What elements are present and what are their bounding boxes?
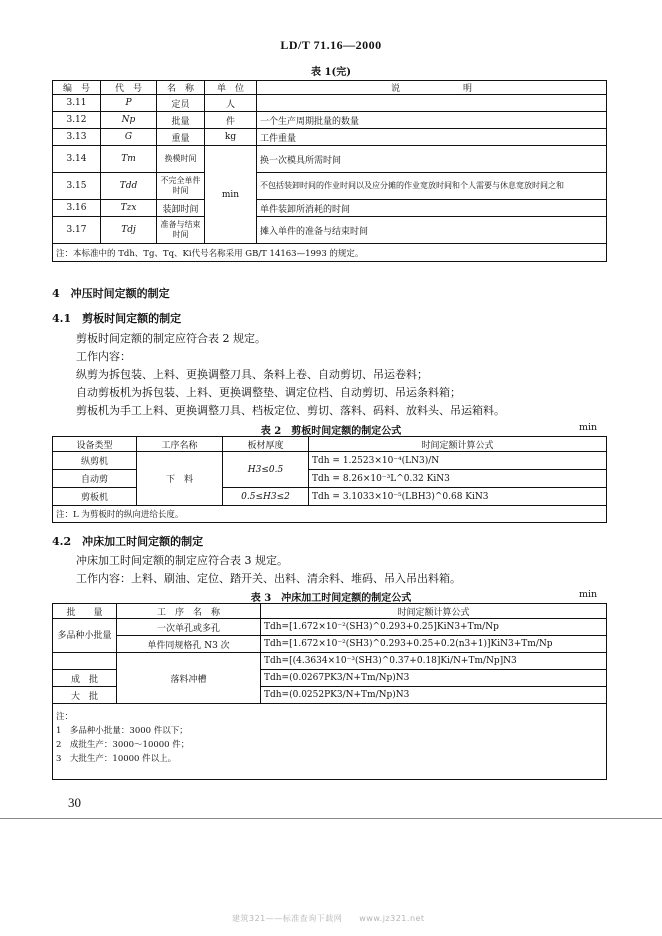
paragraph-line: 工作内容：上料、刷油、定位、踏开关、出料、清余料、堆码、吊入吊出料箱。	[76, 572, 461, 585]
table2-header: 设备类型	[53, 437, 137, 452]
row-code: P	[101, 95, 157, 112]
batch-size: 多品种小批量	[53, 619, 117, 653]
table-row	[53, 112, 607, 129]
row-code: Tdd	[101, 173, 157, 200]
table2-header: 工序名称	[137, 437, 223, 452]
table1-header: 代 号	[101, 81, 157, 95]
table1-caption: 表 1(完)	[311, 67, 351, 78]
formula: Tdh=(0.0267PK3/N+Tm/Np)N3	[261, 670, 607, 687]
table-row	[53, 95, 607, 112]
paragraph-line: 剪板机为手工上料、更换调整刀具、档板定位、剪切、落料、码料、放料头、吊运箱料。	[76, 404, 505, 417]
table3-unit: min	[579, 589, 598, 600]
paragraph-line: 自动剪板机为拆包装、上料、更换调整垫、调定位档、自动剪切、吊运条料箱；	[76, 386, 461, 399]
row-number: 3.15	[53, 173, 101, 200]
row-unit: min	[205, 146, 257, 244]
table1-note-row	[53, 244, 607, 262]
row-name: 装卸时间	[157, 200, 205, 217]
table3-note-line: 1 多品种小批量：3000 件以下；	[56, 726, 188, 736]
process-name: 落料冲槽	[117, 653, 261, 704]
table1	[52, 80, 607, 262]
row-name: 换模时间	[157, 146, 205, 173]
row-number: 3.14	[53, 146, 101, 173]
table-row	[53, 146, 607, 173]
equipment-type: 纵剪机	[53, 452, 137, 470]
row-description: 一个生产周期批量的数量	[257, 112, 607, 129]
table3-header: 时间定额计算公式	[261, 604, 607, 619]
table-row	[53, 636, 607, 653]
formula: Tdh = 8.26×10⁻³L^0.32 KiN3	[309, 470, 607, 488]
row-name: 重量	[157, 129, 205, 146]
row-name: 定员	[157, 95, 205, 112]
row-number: 3.16	[53, 200, 101, 217]
table3-note-line: 注：	[56, 712, 74, 722]
equipment-type: 剪板机	[53, 488, 137, 506]
formula: Tdh=[(4.3634×10⁻³(SH3)^0.37+0.18]Ki/N+Tm/Np]N3	[261, 653, 607, 670]
table2-note-row	[53, 506, 607, 523]
table-row	[53, 173, 607, 200]
table3-note-line: 2 成批生产：3000～10000 件；	[56, 740, 190, 750]
paragraph-line: 纵剪为拆包装、上料、更换调整刀具、条料上卷、自动剪切、吊运卷料；	[76, 368, 428, 381]
thickness-range: 0.5≤H3≤2	[223, 488, 309, 506]
paragraph-line: 剪板时间定额的制定应符合表 2 规定。	[76, 332, 266, 345]
row-description: 换一次模具所需时间	[257, 146, 607, 173]
process-name: 下 料	[137, 452, 223, 506]
batch-size: 成 批	[53, 670, 117, 687]
row-code: G	[101, 129, 157, 146]
table3-header: 工 序 名 称	[117, 604, 261, 619]
section-title: 4 冲压时间定额的制定	[52, 287, 170, 300]
watermark: 建筑321——标准查询下载网 www.jz321.net	[232, 914, 425, 923]
table2-caption: 表 2 剪板时间定额的制定公式	[260, 426, 402, 437]
table-row	[53, 129, 607, 146]
table3-note-line: 3 大批生产：10000 件以上。	[56, 754, 177, 764]
table1-note: 注：本标准中的 Tdh、Tg、Tq、Ki代号名称采用 GB/T 14163—1993 的规定。	[53, 244, 607, 262]
table2	[52, 436, 607, 523]
subsection-title: 4.1 剪板时间定额的制定	[52, 312, 182, 325]
table3-notes	[53, 704, 607, 780]
subsection-title: 4.2 冲床加工时间定额的制定	[52, 535, 204, 548]
row-description: 摊入单件的准备与结束时间	[257, 217, 607, 244]
formula: Tdh=[1.672×10⁻²(SH3)^0.293+0.25+0.2(n3+1)]KiN3+Tm/Np	[261, 636, 607, 653]
table-row	[53, 488, 607, 506]
table3-header-row	[53, 604, 607, 619]
table1-header-row	[53, 81, 607, 95]
table2-note: 注：L 为剪板时的纵向进给长度。	[53, 506, 607, 523]
table2-unit: min	[579, 422, 598, 433]
table3-caption: 表 3 冲床加工时间定额的制定公式	[250, 593, 412, 604]
table-row	[53, 619, 607, 636]
row-unit: 人	[205, 95, 257, 112]
process-name: 单件同规格孔 N3 次	[117, 636, 261, 653]
table2-header: 时间定额计算公式	[309, 437, 607, 452]
batch-size: 大 批	[53, 687, 117, 704]
formula: Tdh = 3.1033×10⁻⁵(LBH3)^0.68 KiN3	[309, 488, 607, 506]
table-row	[53, 200, 607, 217]
table-row	[53, 470, 607, 488]
row-description: 不包括装卸时间的作业时间以及应分摊的作业宽放时间和个人需要与休息宽放时间之和	[257, 173, 607, 200]
table1-header: 编 号	[53, 81, 101, 95]
row-name: 不完全单件时间	[157, 173, 205, 200]
row-unit: kg	[205, 129, 257, 146]
table1-header: 单 位	[205, 81, 257, 95]
table1-header: 名 称	[157, 81, 205, 95]
table2-header-row	[53, 437, 607, 452]
page-bottom-divider	[0, 818, 662, 819]
paragraph-line: 冲床加工时间定额的制定应符合表 3 规定。	[76, 554, 288, 567]
table-row	[53, 653, 607, 670]
table2-header: 板材厚度	[223, 437, 309, 452]
row-description: 单件装卸所消耗的时间	[257, 200, 607, 217]
paragraph-line: 工作内容：	[76, 350, 131, 363]
batch-size-blank	[53, 653, 117, 670]
table3	[52, 603, 607, 780]
table1-header: 说 明	[257, 81, 607, 95]
row-number: 3.11	[53, 95, 101, 112]
formula: Tdh=(0.0252PK3/N+Tm/Np)N3	[261, 687, 607, 704]
row-code: Tm	[101, 146, 157, 173]
table-row	[53, 217, 607, 244]
row-unit: 件	[205, 112, 257, 129]
page-number: 30	[68, 795, 81, 810]
row-number: 3.17	[53, 217, 101, 244]
row-code: Tdj	[101, 217, 157, 244]
formula: Tdh = 1.2523×10⁻⁴(LN3)/N	[309, 452, 607, 470]
row-code: Np	[101, 112, 157, 129]
row-name: 批量	[157, 112, 205, 129]
row-code: Tzx	[101, 200, 157, 217]
document-id: LD/T 71.16—2000	[280, 38, 382, 52]
row-name: 准备与结束时间	[157, 217, 205, 244]
row-description	[257, 95, 607, 112]
row-description: 工件重量	[257, 129, 607, 146]
table3-header: 批 量	[53, 604, 117, 619]
row-number: 3.12	[53, 112, 101, 129]
equipment-type: 自动剪	[53, 470, 137, 488]
table-row	[53, 452, 607, 470]
process-name: 一次单孔或多孔	[117, 619, 261, 636]
formula: Tdh=[1.672×10⁻²(SH3)^0.293+0.25]KiN3+Tm/Np	[261, 619, 607, 636]
row-number: 3.13	[53, 129, 101, 146]
table3-note-row	[53, 704, 607, 780]
thickness-range: H3≤0.5	[223, 452, 309, 488]
